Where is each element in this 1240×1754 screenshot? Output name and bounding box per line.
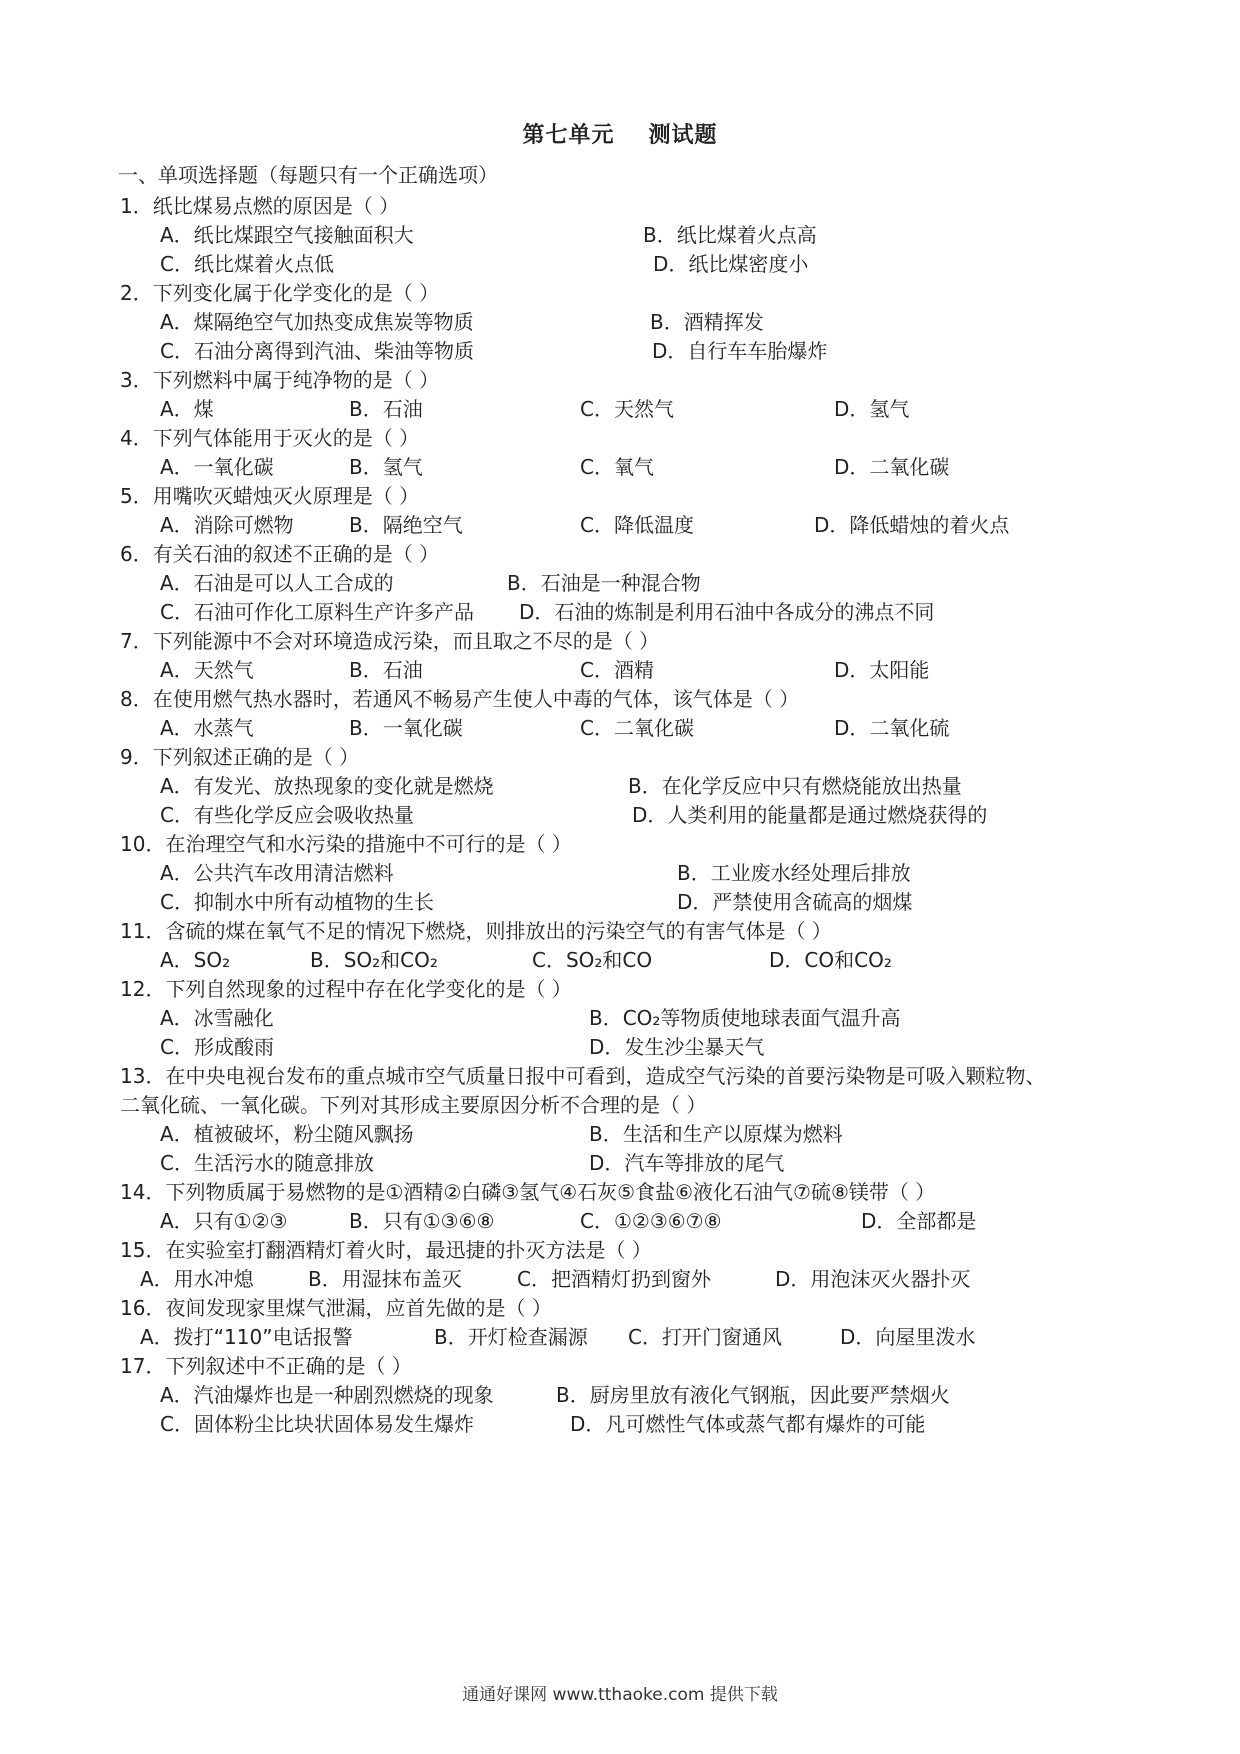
option: A．SO₂ [160,948,231,972]
option: B．石油是一种混合物 [507,571,701,595]
option: C．有些化学反应会吸收热量 [160,803,414,827]
option: D．凡可燃性气体或蒸气都有爆炸的可能 [570,1412,926,1436]
option: A．一氧化碳 [160,455,274,479]
title-unit: 第七单元 [522,123,615,148]
option: A．只有①②③ [160,1209,288,1233]
question-stem: 1．纸比煤易点燃的原因是（ ） [120,194,400,218]
question-stem-continued: 二氧化硫、一氧化碳。下列对其形成主要原因分析不合理的是（ ） [120,1093,707,1117]
question-stem: 13．在中央电视台发布的重点城市空气质量日报中可看到，造成空气污染的首要污染物是可吸入颗粒物、 [120,1064,1046,1088]
option: C．把酒精灯扔到窗外 [517,1267,711,1291]
option: D．用泡沫灭火器扑灭 [775,1267,971,1291]
question-stem: 10．在治理空气和水污染的措施中不可行的是（ ） [120,832,572,856]
option: B．厨房里放有液化气钢瓶，因此要严禁烟火 [556,1383,950,1407]
option: D．人类利用的能量都是通过燃烧获得的 [632,803,988,827]
option: C．SO₂和CO [532,948,653,972]
option: B．开灯检查漏源 [434,1325,588,1349]
option: D．汽车等排放的尾气 [589,1151,785,1175]
option: C．石油分离得到汽油、柴油等物质 [160,339,474,363]
option: C．打开门窗通风 [628,1325,782,1349]
page-title [0,118,1240,149]
option: C．氧气 [580,455,654,479]
option: D．降低蜡烛的着火点 [814,513,1010,537]
option: A．石油是可以人工合成的 [160,571,394,595]
option: D．氢气 [834,397,910,421]
question-stem: 11．含硫的煤在氧气不足的情况下燃烧，则排放出的污染空气的有害气体是（ ） [120,919,832,943]
option: B．石油 [349,397,423,421]
option: D．全部都是 [861,1209,977,1233]
option: C．酒精 [580,658,654,682]
option: B．工业废水经处理后排放 [677,861,911,885]
option: B．生活和生产以原煤为燃料 [589,1122,843,1146]
option: D．石油的炼制是利用石油中各成分的沸点不同 [519,600,935,624]
option: D．太阳能 [834,658,930,682]
option: A．植被破坏，粉尘随风飘扬 [160,1122,414,1146]
option: A．拨打“110”电话报警 [140,1325,353,1349]
question-stem: 7．下列能源中不会对环境造成污染，而且取之不尽的是（ ） [120,629,660,653]
option: A．冰雪融化 [160,1006,274,1030]
question-stem: 9．下列叙述正确的是（ ） [120,745,360,769]
option: A．纸比煤跟空气接触面积大 [160,223,414,247]
option: C．生活污水的随意排放 [160,1151,374,1175]
option: A．水蒸气 [160,716,254,740]
question-stem: 5．用嘴吹灭蜡烛灭火原理是（ ） [120,484,420,508]
option: D．向屋里泼水 [840,1325,976,1349]
option: C．①②③⑥⑦⑧ [580,1209,722,1233]
option: A．煤 [160,397,214,421]
question-stem: 15．在实验室打翻酒精灯着火时，最迅捷的扑灭方法是（ ） [120,1238,652,1262]
option: B．只有①③⑥⑧ [349,1209,495,1233]
option: D．二氧化硫 [834,716,950,740]
option: C．纸比煤着火点低 [160,252,334,276]
option: A．消除可燃物 [160,513,294,537]
option: B．CO₂等物质使地球表面气温升高 [589,1006,901,1030]
option: C．降低温度 [580,513,694,537]
option: B．酒精挥发 [650,310,764,334]
option: D．二氧化碳 [834,455,950,479]
question-stem: 14．下列物质属于易燃物的是①酒精②白磷③氢气④石灰⑤食盐⑥液化石油气⑦硫⑧镁带（ ） [120,1180,936,1204]
question-stem: 8．在使用燃气热水器时，若通风不畅易产生使人中毒的气体，该气体是（ ） [120,687,800,711]
question-stem: 4．下列气体能用于灭火的是（ ） [120,426,420,450]
option: B．石油 [349,658,423,682]
option: C．天然气 [580,397,674,421]
option: B．一氧化碳 [349,716,463,740]
option: C．石油可作化工原料生产许多产品 [160,600,474,624]
section-heading: 一、单项选择题（每题只有一个正确选项） [118,163,498,187]
question-stem: 16．夜间发现家里煤气泄漏，应首先做的是（ ） [120,1296,552,1320]
option: D．严禁使用含硫高的烟煤 [677,890,913,914]
option: A．有发光、放热现象的变化就是燃烧 [160,774,494,798]
option: A．汽油爆炸也是一种剧烈燃烧的现象 [160,1383,494,1407]
option: C．抑制水中所有动植物的生长 [160,890,434,914]
question-stem: 17．下列叙述中不正确的是（ ） [120,1354,412,1378]
option: D．纸比煤密度小 [653,252,809,276]
option: A．天然气 [160,658,254,682]
option: B．用湿抹布盖灭 [308,1267,462,1291]
option: A．公共汽车改用清洁燃料 [160,861,394,885]
option: B．隔绝空气 [349,513,463,537]
title-test: 测试题 [648,123,718,148]
question-stem: 12．下列自然现象的过程中存在化学变化的是（ ） [120,977,572,1001]
option: D．CO和CO₂ [769,948,892,972]
option: B．在化学反应中只有燃烧能放出热量 [628,774,962,798]
option: C．形成酸雨 [160,1035,274,1059]
question-stem: 3．下列燃料中属于纯净物的是（ ） [120,368,440,392]
option: A．煤隔绝空气加热变成焦炭等物质 [160,310,474,334]
option: C．固体粉尘比块状固体易发生爆炸 [160,1412,474,1436]
question-stem: 2．下列变化属于化学变化的是（ ） [120,281,440,305]
option: B．纸比煤着火点高 [643,223,817,247]
option: B．氢气 [349,455,423,479]
page-footer: 通通好课网 www.tthaoke.com 提供下载 [462,1685,778,1705]
option: C．二氧化碳 [580,716,694,740]
option: D．自行车车胎爆炸 [652,339,828,363]
option: B．SO₂和CO₂ [310,948,438,972]
option: D．发生沙尘暴天气 [589,1035,765,1059]
question-stem: 6．有关石油的叙述不正确的是（ ） [120,542,440,566]
option: A．用水冲熄 [140,1267,254,1291]
